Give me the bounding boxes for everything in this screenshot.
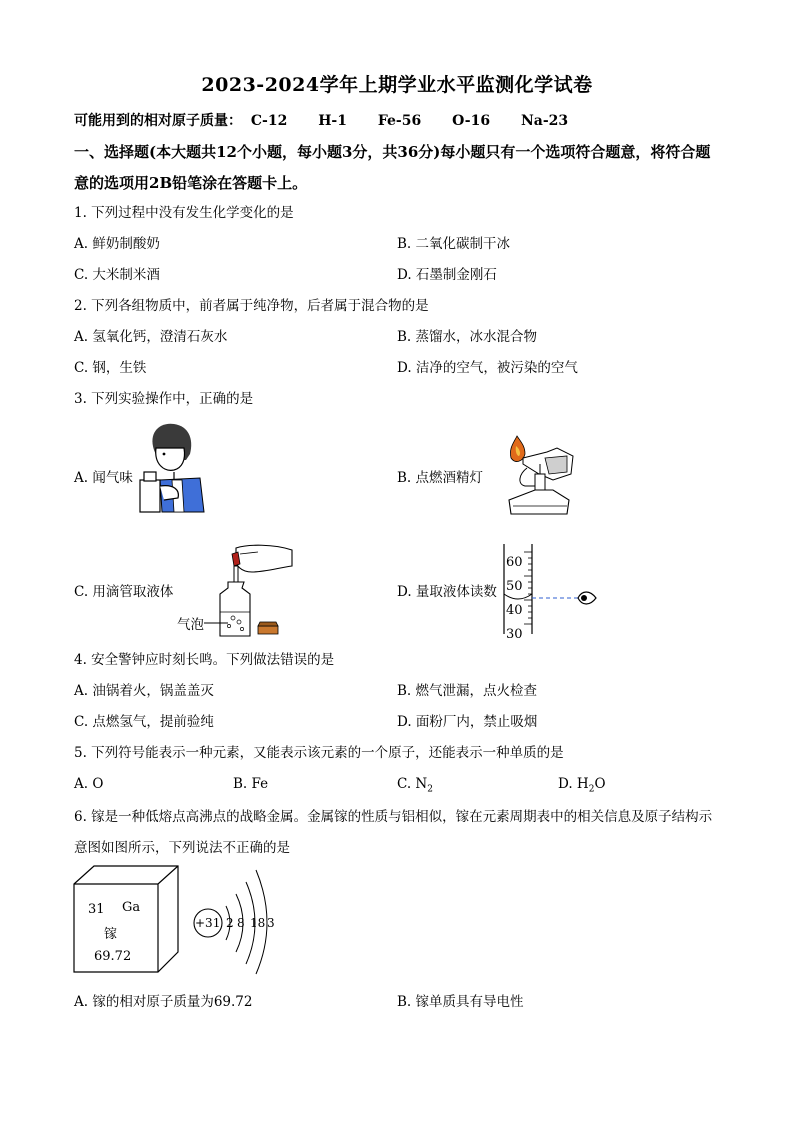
page-title: 2023-2024学年上期学业水平监测化学试卷 xyxy=(201,74,593,96)
q4-stem: 4. 安全警钟应时刻长鸣。下列做法错误的是 xyxy=(74,652,335,668)
element-mass: 69.72 xyxy=(94,949,132,964)
q5-option-c xyxy=(397,775,433,799)
tick-50: 50 xyxy=(506,579,523,594)
atomic-masses-line xyxy=(74,110,594,130)
shell-1-electrons: 2 xyxy=(226,916,234,930)
atomic-masses-label: 可能用到的相对原子质量： xyxy=(74,113,242,129)
mass-fe: Fe-56 xyxy=(377,113,422,129)
element-number: 31 xyxy=(88,902,105,917)
q1-option-c: C. 大米制米酒 xyxy=(74,267,160,283)
q6-stem: 6. 镓是一种低熔点高沸点的战略金属。金属镓的性质与铝相似，镓在元素周期表中的相关信息及原子结构示意图如图所示，下列说法不正确的是 xyxy=(74,809,713,856)
q2-option-c: C. 钢，生铁 xyxy=(74,360,147,376)
element-name: 镓 xyxy=(104,927,118,942)
mass-c: C-12 xyxy=(250,113,288,129)
q5-option-d-sub: 2 xyxy=(588,784,595,795)
mass-na: Na-23 xyxy=(520,113,569,129)
q3-option-c: C. 用滴管取液体 xyxy=(74,584,174,600)
q5-stem: 5. 下列符号能表示一种元素，又能表示该元素的一个原子，还能表示一种单质的是 xyxy=(74,745,564,761)
q4-option-d: D. 面粉厂内，禁止吸烟 xyxy=(397,714,538,730)
q2-option-b: B. 蒸馏水，冰水混合物 xyxy=(397,329,538,345)
q3-option-a: A. 闻气味 xyxy=(74,470,133,486)
q2-stem: 2. 下列各组物质中，前者属于纯净物，后者属于混合物的是 xyxy=(74,298,429,314)
q3-option-d: D. 量取液体读数 xyxy=(397,584,497,600)
q6-option-b: B. 镓单质具有导电性 xyxy=(397,994,524,1010)
q5-option-a: A. O xyxy=(74,776,104,792)
tick-30: 30 xyxy=(506,627,523,642)
q1-stem: 1. 下列过程中没有发生化学变化的是 xyxy=(74,205,294,221)
mass-h: H-1 xyxy=(318,113,347,129)
eye-icon xyxy=(576,588,598,608)
q6-option-a: A. 镓的相对原子质量为69.72 xyxy=(74,994,253,1010)
q1-option-a: A. 鲜奶制酸奶 xyxy=(74,236,160,252)
smelling-figure-icon xyxy=(134,420,206,515)
q1-option-b: B. 二氧化碳制干冰 xyxy=(397,236,511,252)
q3-stem: 3. 下列实验操作中，正确的是 xyxy=(74,391,254,407)
q4-option-a: A. 油锅着火，锅盖盖灭 xyxy=(74,683,214,699)
element-symbol: Ga xyxy=(122,900,141,915)
mass-o: O-16 xyxy=(452,113,491,129)
dropper-bottle-icon xyxy=(218,542,296,638)
q1-option-d: D. 石墨制金刚石 xyxy=(397,267,497,283)
tick-40: 40 xyxy=(506,603,523,618)
q5-option-c-prefix: C. N xyxy=(397,776,428,792)
q5-option-b: B. Fe xyxy=(233,776,269,792)
alcohol-lamp-icon xyxy=(487,434,577,520)
q2-option-d: D. 洁净的空气，被污染的空气 xyxy=(397,360,578,376)
q4-option-c: C. 点燃氢气，提前验纯 xyxy=(74,714,214,730)
q5-option-d-prefix: D. H xyxy=(558,776,589,792)
bubble-label: 气泡 xyxy=(177,617,204,633)
shell-3-electrons: 18 xyxy=(250,916,266,930)
q3-option-b: B. 点燃酒精灯 xyxy=(397,470,484,486)
q5-option-d xyxy=(558,775,606,799)
q4-option-b: B. 燃气泄漏，点火检查 xyxy=(397,683,538,699)
q5-option-d-suffix: O xyxy=(594,776,606,792)
bubble-pointer-line xyxy=(204,620,228,626)
shell-2-electrons: 8 xyxy=(237,916,245,930)
section-heading: 一、选择题(本大题共12个小题，每小题3分，共36分)每小题只有一个选项符合题意，将符合题意的选项用2B铅笔涂在答题卡上。 xyxy=(74,143,711,192)
cylinder-scale xyxy=(506,551,523,647)
tick-60: 60 xyxy=(506,555,523,570)
shell-4-electrons: 3 xyxy=(267,916,275,930)
q2-option-a: A. 氢氧化钙，澄清石灰水 xyxy=(74,329,228,345)
q5-option-c-sub: 2 xyxy=(427,784,433,795)
nucleus-charge: +31 xyxy=(195,916,221,930)
